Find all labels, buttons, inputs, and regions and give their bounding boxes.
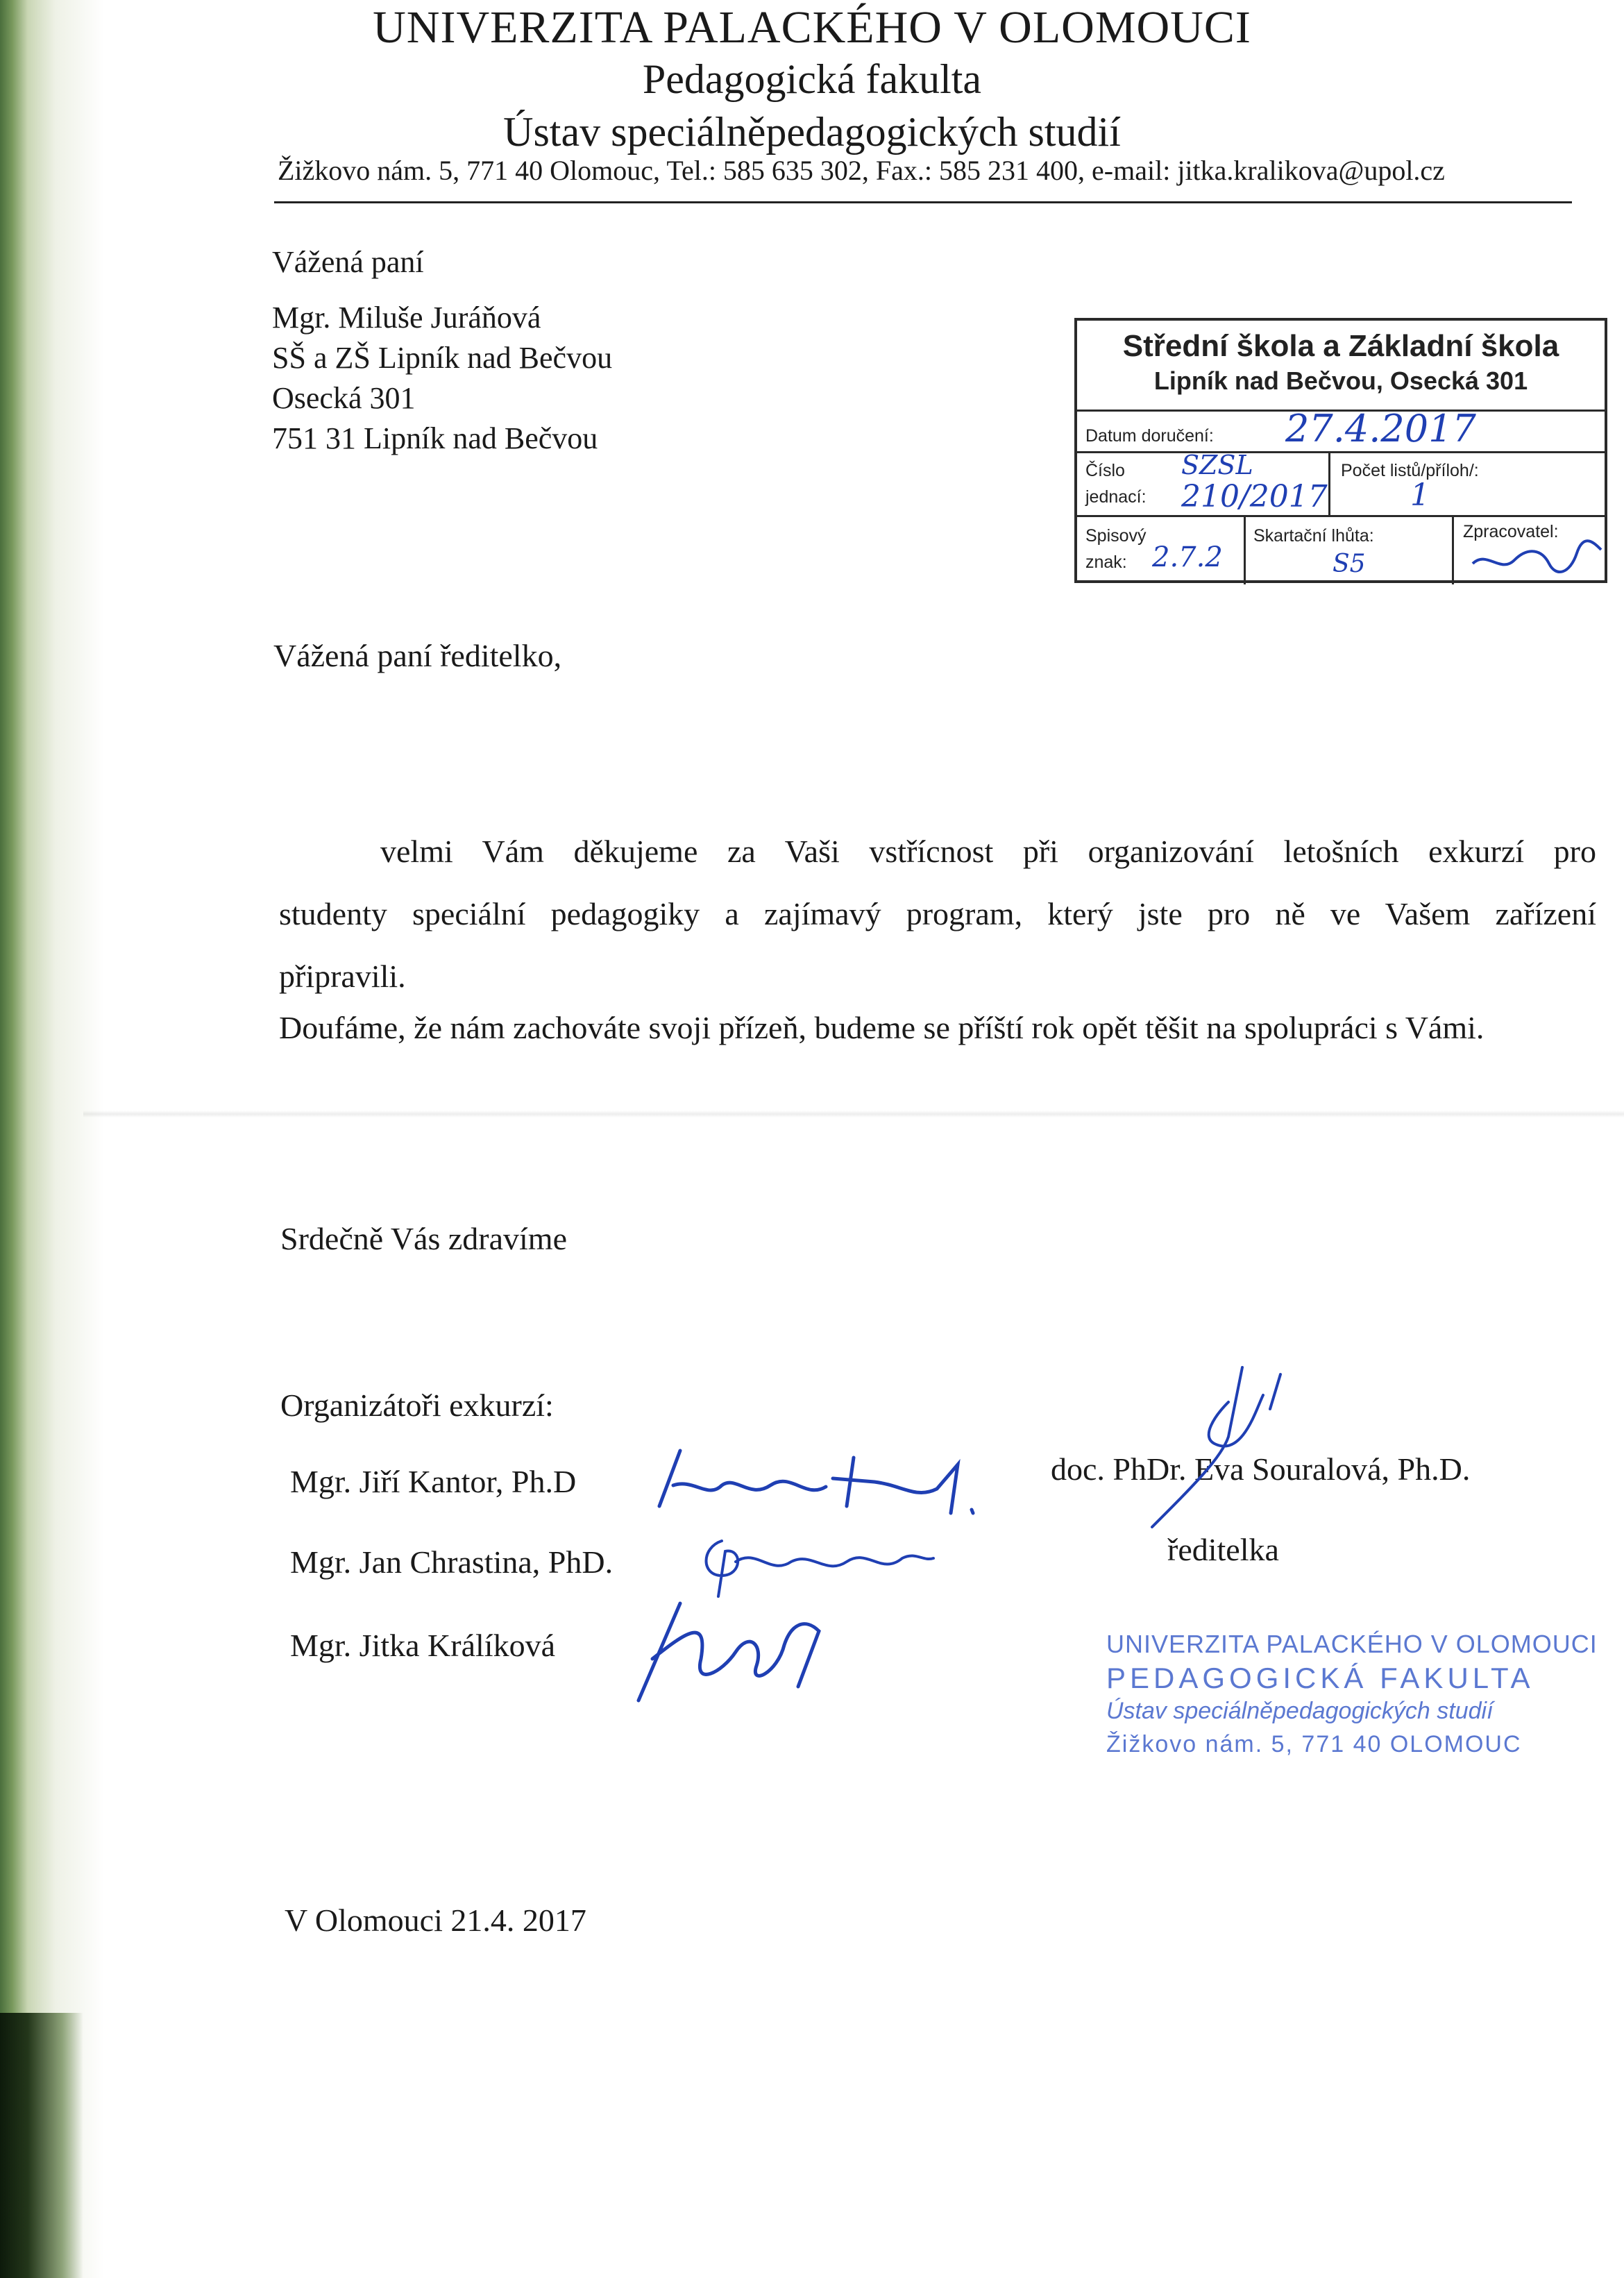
stamp-file-label-1: Spisový xyxy=(1085,526,1147,546)
letter-greeting: Vážená paní ředitelko, xyxy=(273,638,562,673)
letterhead-institute: Ústav speciálněpedagogických studií xyxy=(503,109,1121,155)
letter-paragraph-2: Doufáme, že nám zachováte svoji přízeň, budeme se příští rok opět těšit na spolupráci s Vámi. xyxy=(279,1010,1485,1045)
letterhead-contact: Žižkovo nám. 5, 771 40 Olomouc, Tel.: 585 635 302, Fax.: 585 231 400, e-mail: jitka.kralikova@upol.cz xyxy=(278,155,1445,186)
letterhead-faculty: Pedagogická fakulta xyxy=(642,56,982,102)
faculty-stamp-line-3: Ústav speciálněpedagogických studií xyxy=(1106,1698,1494,1724)
stamp-title: Střední škola a Základní škola xyxy=(1122,329,1559,363)
letter-closing: Srdečně Vás zdravíme xyxy=(280,1221,567,1256)
stamp-date-label: Datum doručení: xyxy=(1085,426,1214,446)
place-date: V Olomouci 21.4. 2017 xyxy=(285,1902,586,1938)
stamp-number-label-2: jednací: xyxy=(1085,487,1147,507)
stamp-file-value: 2.7.2 xyxy=(1152,541,1223,573)
stamp-shred-value: S5 xyxy=(1333,550,1366,578)
faculty-stamp-line-4: Žižkovo nám. 5, 771 40 OLOMOUC xyxy=(1106,1731,1522,1757)
stamp-processor-label: Zpracovatel: xyxy=(1463,522,1559,541)
recipient-salutation: Vážená paní xyxy=(272,245,424,279)
faculty-stamp-line-2: PEDAGOGICKÁ FAKULTA xyxy=(1106,1662,1534,1694)
registration-stamp xyxy=(1074,318,1607,583)
stamp-pages-value: 1 xyxy=(1410,478,1430,513)
recipient-street: Osecká 301 xyxy=(272,381,416,415)
stamp-subtitle: Lipník nad Bečvou, Osecká 301 xyxy=(1153,366,1528,395)
letter-paragraph-1-line-1: velmi Vám děkujeme za Vaši vstřícnost při organizování letošních exkurzí pro xyxy=(380,834,1596,869)
director-name: doc. PhDr. Eva Souralová, Ph.D. xyxy=(1051,1451,1471,1487)
organizers-label: Organizátoři exkurzí: xyxy=(280,1387,554,1423)
letterhead-university: UNIVERZITA PALACKÉHO V OLOMOUCI xyxy=(373,2,1251,53)
scan-edge xyxy=(0,0,104,2278)
letterhead-rule xyxy=(274,201,1572,203)
letter-paragraph-1-line-2: studenty speciální pedagogiky a zajímavý program, který jste pro ně ve Vašem zařízení xyxy=(279,896,1596,931)
stamp-file-label-2: znak: xyxy=(1085,552,1127,572)
director-title: ředitelka xyxy=(1167,1532,1279,1567)
recipient-city: 751 31 Lipník nad Bečvou xyxy=(272,421,598,455)
organizer-1: Mgr. Jiří Kantor, Ph.D xyxy=(290,1464,577,1499)
paper-fold xyxy=(83,1111,1624,1117)
stamp-shred-label: Skartační lhůta: xyxy=(1253,526,1374,546)
organizer-3: Mgr. Jitka Králíková xyxy=(290,1628,555,1663)
scan-edge-shadow xyxy=(0,2013,83,2278)
signature-kantor xyxy=(652,1437,986,1527)
stamp-pages-label: Počet listů/příloh/: xyxy=(1341,461,1479,480)
faculty-stamp-line-1: UNIVERZITA PALACKÉHO V OLOMOUCI xyxy=(1106,1630,1598,1658)
signature-kralikova xyxy=(625,1589,833,1707)
signature-souralova xyxy=(1124,1360,1305,1541)
stamp-number-label-1: Číslo xyxy=(1085,461,1125,480)
recipient-org: SŠ a ZŠ Lipník nad Bečvou xyxy=(272,341,613,375)
organizer-2: Mgr. Jan Chrastina, PhD. xyxy=(290,1544,614,1580)
recipient-name: Mgr. Miluše Juráňová xyxy=(272,301,541,335)
stamp-date-value: 27.4.2017 xyxy=(1285,407,1476,450)
stamp-number-value: 210/2017 xyxy=(1181,479,1328,514)
letter-paragraph-1-line-3: připravili. xyxy=(279,959,406,994)
stamp-processor-signature xyxy=(1466,536,1605,577)
stamp-number-value-top: SZSL xyxy=(1181,450,1253,480)
